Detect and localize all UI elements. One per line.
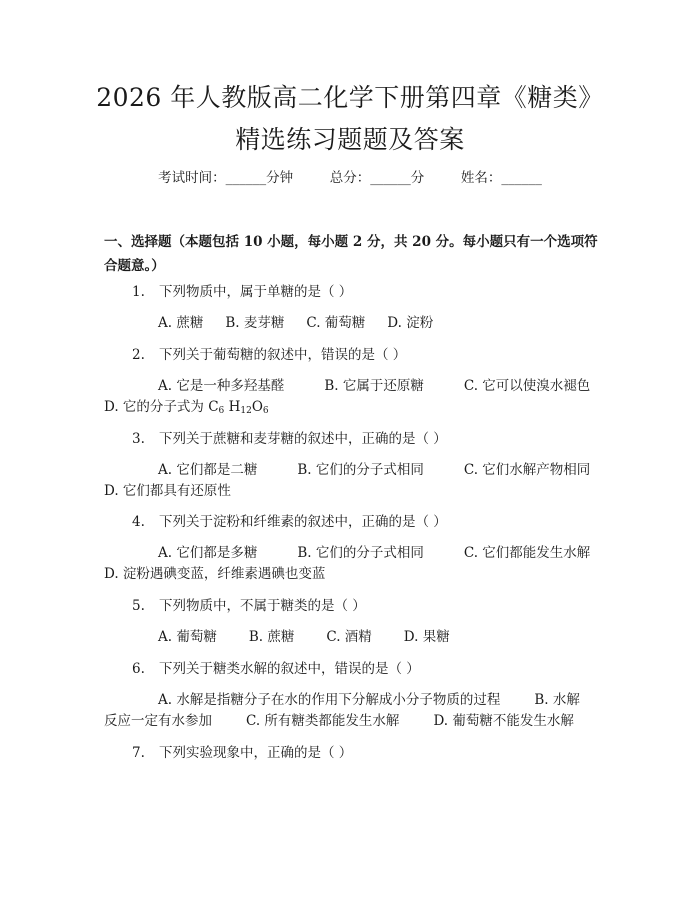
question-number: 3. (132, 431, 145, 447)
document-title-line1: 2026 年人教版高二化学下册第四章《糖类》 (96, 83, 604, 112)
student-name-field: 姓名：______ (460, 170, 542, 186)
question-stem: 下列关于糖类水解的叙述中，错误的是（ ） (159, 661, 420, 677)
question-2 (132, 343, 406, 367)
option-a: A. 它是一种多羟基醛 (158, 378, 285, 394)
question-number: 6. (132, 661, 145, 677)
section-heading (104, 230, 604, 278)
question-stem: 下列关于葡萄糖的叙述中，错误的是（ ） (159, 347, 407, 363)
question-6 (132, 657, 420, 681)
exam-time-field: 考试时间：______分钟 (158, 170, 294, 186)
option-b: B. 它们的分子式相同 (297, 545, 424, 561)
question-3-option-d: D. 它们都具有还原性 (104, 483, 231, 499)
question-3 (132, 427, 447, 451)
option-c: C. 酒精 (326, 629, 372, 645)
question-number: 5. (132, 598, 145, 614)
total-score-field: 总分：______分 (329, 170, 425, 186)
question-number: 2. (132, 347, 145, 363)
question-4 (132, 510, 447, 534)
option-d: D. 淀粉 (387, 315, 434, 331)
option-c: C. 它可以使溴水褪色 (463, 378, 591, 394)
question-5-options (158, 625, 450, 649)
option-b: B. 蔗糖 (248, 629, 295, 645)
document-title-line2: 精选练习题题及答案 (235, 125, 465, 154)
question-stem: 下列关于蔗糖和麦芽糖的叙述中，正确的是（ ） (159, 431, 447, 447)
question-6-options-line2 (104, 709, 574, 733)
question-stem: 下列实验现象中，正确的是（ ） (159, 745, 353, 761)
option-d: D. 果糖 (403, 629, 450, 645)
option-a: A. 它们都是多糖 (158, 545, 258, 561)
option-c: C. 葡萄糖 (306, 315, 366, 331)
option-b: B. 它们的分子式相同 (297, 462, 424, 478)
option-a: A. 蔗糖 (158, 315, 204, 331)
question-stem: 下列物质中，不属于糖类的是（ ） (159, 598, 366, 614)
section-heading-line1: 一、选择题（本题包括 10 小题，每小题 2 分，共 20 分。每小题只有一个选项符 (104, 234, 598, 250)
section-heading-line2: 合题意。） (104, 258, 165, 274)
question-stem: 下列关于淀粉和纤维素的叙述中，正确的是（ ） (159, 514, 447, 530)
question-2-option-d: D. 它的分子式为 $C_6$ $H_{12}O_6$ (104, 399, 269, 416)
option-b: B. 水解 (534, 692, 580, 708)
question-5 (132, 594, 366, 618)
option-d: D. 葡萄糖不能发生水解 (433, 713, 574, 729)
exam-meta (0, 168, 700, 188)
question-4-option-d: D. 淀粉遇碘变蓝，纤维素遇碘也变蓝 (104, 566, 326, 582)
option-c: C. 它们水解产物相同 (463, 462, 591, 478)
question-7 (132, 741, 352, 765)
question-number: 4. (132, 514, 145, 530)
option-b: B. 它属于还原糖 (324, 378, 424, 394)
question-stem: 下列物质中，属于单糖的是（ ） (159, 284, 353, 300)
option-b-continued: 反应一定有水参加 (104, 713, 212, 729)
option-c: C. 它们都能发生水解 (463, 545, 591, 561)
option-a: A. 葡萄糖 (158, 629, 217, 645)
option-b: B. 麦芽糖 (225, 315, 285, 331)
option-a: A. 它们都是二糖 (158, 462, 258, 478)
question-1 (132, 280, 352, 304)
option-a: A. 水解是指糖分子在水的作用下分解成小分子物质的过程 (158, 692, 501, 708)
question-number: 1. (132, 284, 145, 300)
option-c: C. 所有糖类都能发生水解 (246, 713, 400, 729)
question-number: 7. (132, 745, 145, 761)
question-1-options (158, 311, 433, 335)
